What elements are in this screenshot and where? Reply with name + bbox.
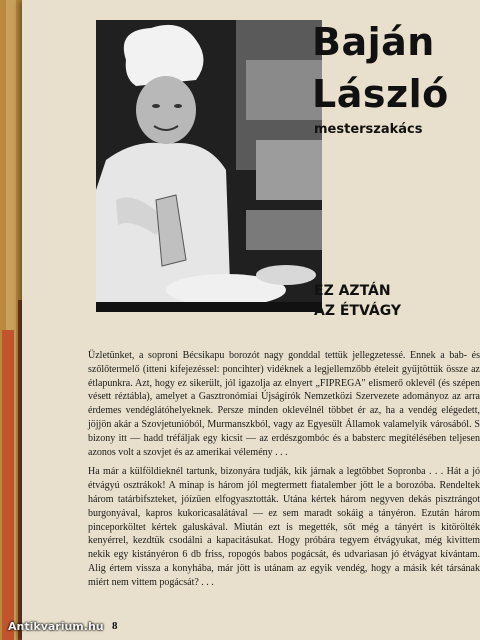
page-number: 8 [112, 620, 118, 632]
article-paragraph: Üzletünket, a soproni Bécsikapu borozót nagy gonddal tettük jellegzetessé. Ennek a bab- és szőlőtermelő (itteni kifejezéssel: poncihter) vidéknek a legjellemzőbb ételeit gyűjtöttük össze az étlapunkra. Azt, hogy ez sikerült, jól igazolja az elnyert „FIPREGA" elismerő oklevél (és szépen vésett réztábla), amelyet a Gasztronómiai Újságírók Nemzetközi Szervezete adományoz az arra érdemes vendéglátóhelyeknek. Persze minden oklevélnél többet ér az, ha a vendég elégedett, jöjjön akár a Szovjetunióból, Murmanszkból, vagy az Egyesült Államok valamelyik városából. S bizony itt — hadd tréfáljak egy kicsit — az erdészgombóc és a babsterc megítélésében teljesen azonos volt a szovjet és az amerikai vélemény . . . [88, 350, 480, 458]
article-body [88, 349, 480, 596]
chef-role: mesterszakács [314, 122, 423, 137]
headline-line-1: EZ AZTÁN [314, 283, 391, 299]
chef-name-first-line: Baján [312, 20, 435, 64]
chef-name-second-line: László [312, 72, 449, 116]
chef-name [312, 16, 472, 120]
headline-line-2: AZ ÉTVÁGY [314, 303, 402, 319]
magazine-page [22, 0, 480, 640]
watermark-logo: Antikvarium.hu [8, 620, 104, 633]
article-paragraph: Ha már a külföldieknél tartunk, bizonyára tudják, kik járnak a legtöbbet Sopronba . . . Hát a jó étvágyú osztrákok! A minap is három jól megtermett fiatalember jött le a borozóba. Rendeltek három tatárbifszteket, jóízűen elfogyasztották. Utána kértek három negyven dekás pisztrángot burgonyával, kapros kukoricasalátával — ez sem maradt sokáig a tányéron. Ezután három pinceporköltet kértek galuskával. Miután ezt is megették, sőt még a tányért is kitörölték kenyérrel, kezdtük csodálni a kapacitásukat. Hogy próbára tegyem étvágyukat, még kivittem nekik egy kistányéron 6 db friss, ropogós babos pogácsát, és udvariasan jó étvágyat kívántam. Alig értem vissza a konyhába, már jött is utánam az egyik vendég, hogy a másik két társának miért nem vittem pogácsát? . . . [88, 466, 480, 588]
background-page-edge-red [2, 330, 14, 640]
chef-photo [96, 20, 322, 312]
article-headline [314, 281, 464, 321]
